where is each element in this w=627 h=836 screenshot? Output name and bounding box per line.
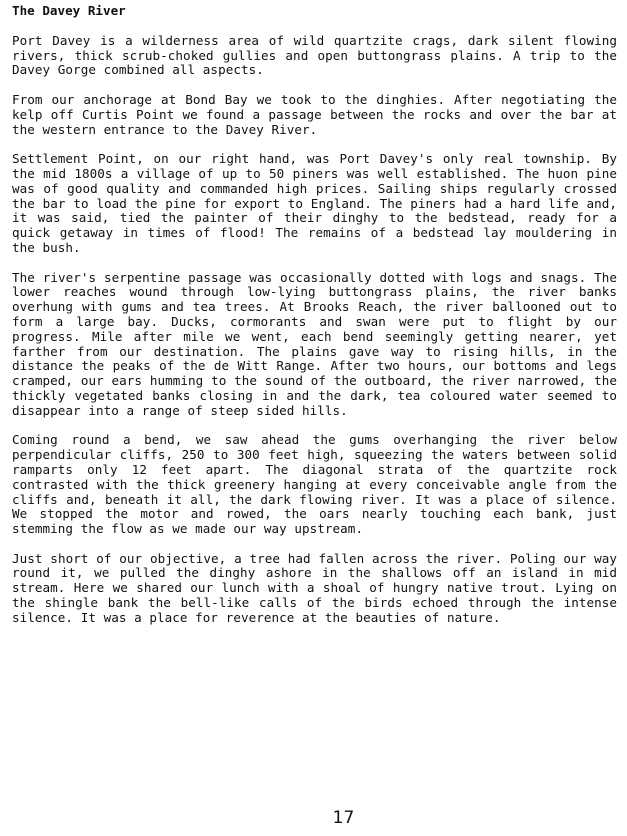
paragraph-6: Just short of our objective, a tree had fallen across the river. Poling our way round it, we pulled the dinghy ashore in the shallows off an island in mid stream. Here we shared our lunch with a shoal of hungry native trout. Lying on the shingle bank the bell-like calls of the birds echoed through the intense silence. It was a place for reverence at the beauties of nature. xyxy=(12,550,617,625)
paragraph-5: Coming round a bend, we saw ahead the gums overhanging the river below perpendicular cliffs, 250 to 300 feet high, squeezing the waters between solid ramparts only 12 feet apart. The diagonal strata of the quartzite rock contrasted with the thick greenery hanging at every conceivable angle from the cliffs and, beneath it all, the dark flowing river. It was a place of silence. We stopped the motor and rowed, the oars nearly touching each bank, just stemming the flow as we made our way upstream. xyxy=(12,432,617,537)
paragraph-2: From our anchorage at Bond Bay we took to the dinghies. After negotiating the kelp off Curtis Point we found a passage between the rocks and over the bar at the western entrance to the Davey River. xyxy=(12,91,617,137)
paragraph-3: Settlement Point, on our right hand, was Port Davey's only real township. By the mid 1800s a village of up to 50 piners was well established. The huon pine was of good quality and commanded high prices. Sailing ships regularly crossed the bar to load the pine for export to England. The piners had a hard life and, it was said, tied the painter of their dinghy to the bedstead, ready for a quick getaway in times of flood! The remains of a bedstead lay mouldering in the bush. xyxy=(12,151,617,255)
paragraph-1: Port Davey is a wilderness area of wild quartzite crags, dark silent flowing rivers, thick scrub-choked gullies and open buttongrass plains. A trip to the Davey Gorge combined all aspects. xyxy=(12,32,617,78)
document-title: The Davey River xyxy=(12,3,126,18)
page-number: 17 xyxy=(332,808,355,828)
paragraph-4: The river's serpentine passage was occasionally dotted with logs and snags. The lower reaches wound through low-lying buttongrass plains, the river banks overhung with gums and tea trees. At Brooks Reach, the river ballooned out to form a large bay. Ducks, cormorants and swan were put to flight by our progress. Mile after mile we went, each bend seemingly getting nearer, yet farther from our destination. The plains gave way to rising hills, in the distance the peaks of the de Witt Range. After two hours, our bottoms and legs cramped, our ears humming to the sound of the outboard, the river narrowed, the thickly vegetated banks closing in and the dark, tea coloured water seemed to disappear into a range of steep sided hills. xyxy=(12,269,617,418)
document-page xyxy=(12,4,617,640)
